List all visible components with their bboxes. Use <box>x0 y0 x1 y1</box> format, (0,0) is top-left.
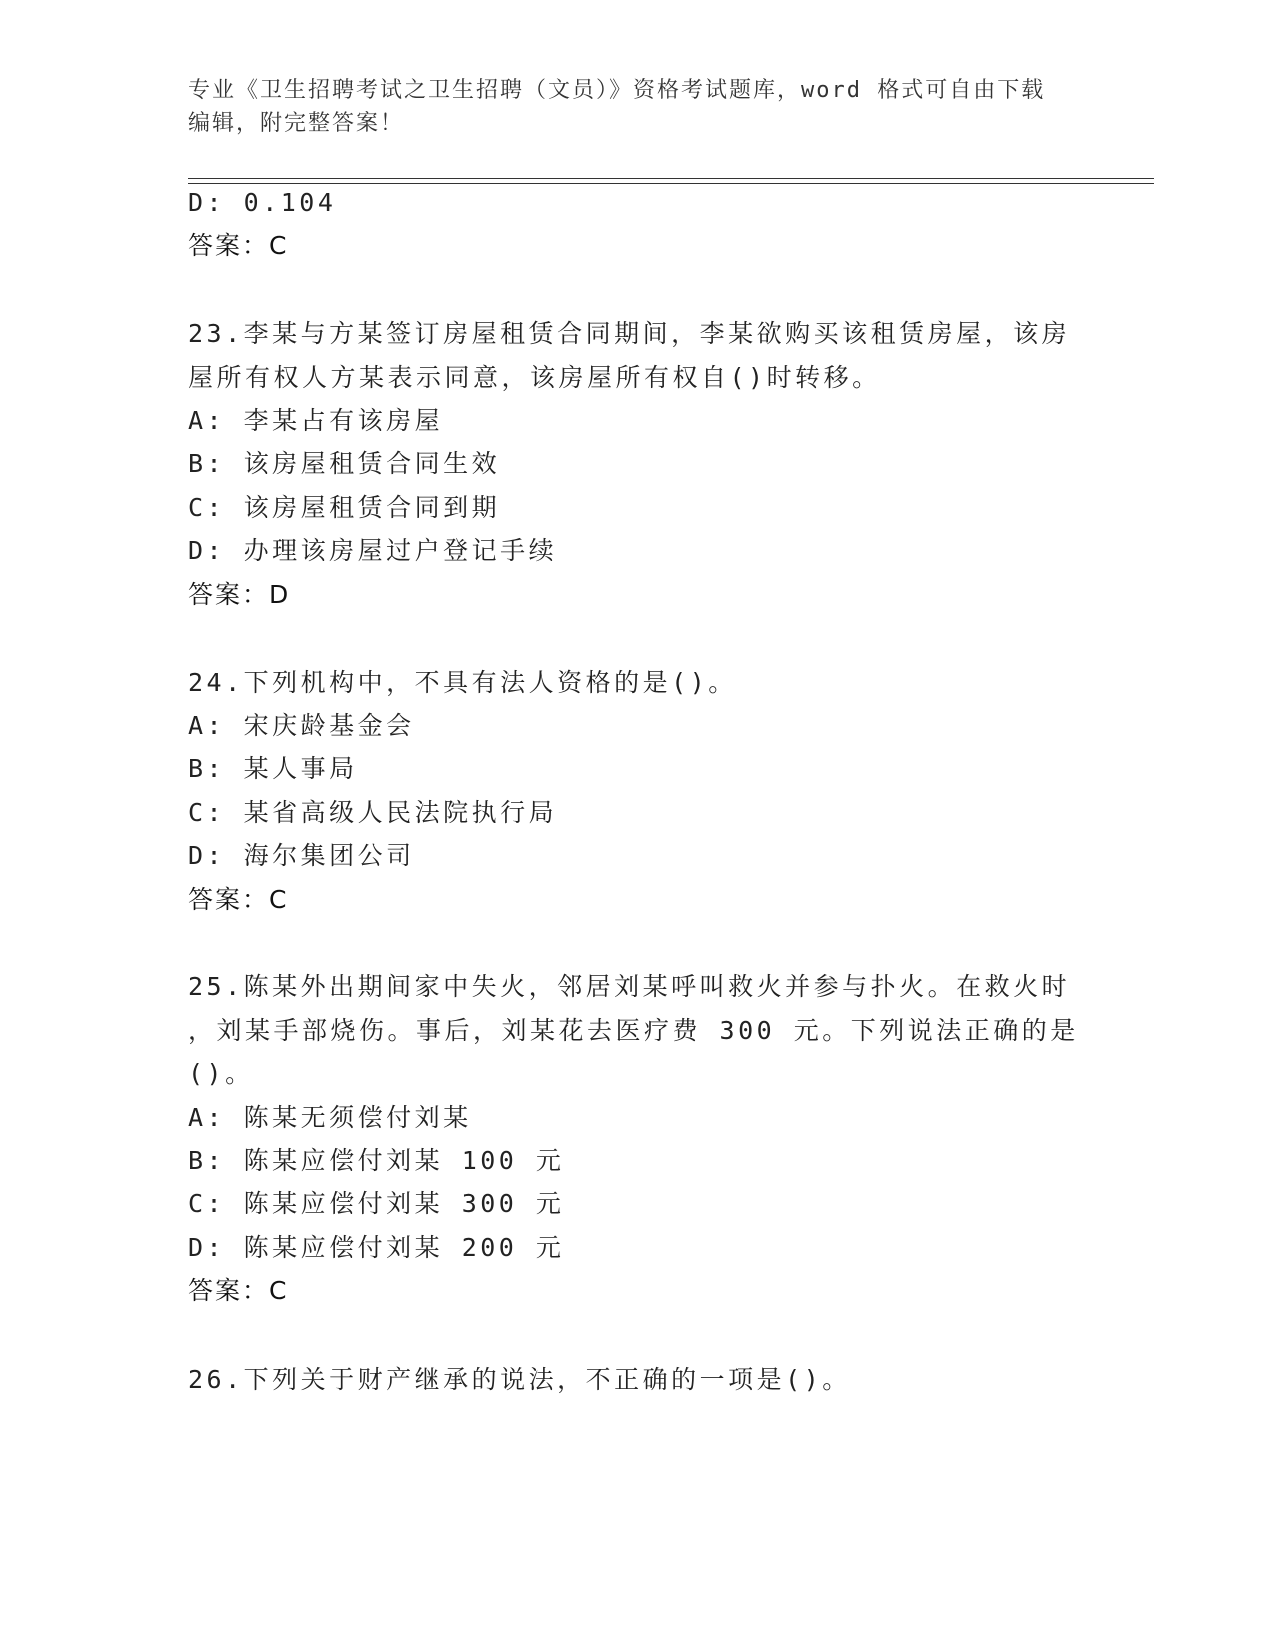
q23-option-a: A: 李某占有该房屋 <box>188 406 444 435</box>
q25-option-d: D: 陈某应偿付刘某 200 元 <box>188 1233 565 1262</box>
header-divider-top <box>188 178 1154 179</box>
header-line-2: 编辑，附完整答案！ <box>188 111 405 136</box>
q25-stem-line-3: ()。 <box>188 1059 254 1088</box>
q23-answer: 答案：D <box>188 580 291 609</box>
q25-option-b: B: 陈某应偿付刘某 100 元 <box>188 1146 565 1175</box>
q25-stem-line-1: 25.陈某外出期间家中失火，邻居刘某呼叫救火并参与扑火。在救火时 <box>188 972 1071 1001</box>
q24-option-a: A: 宋庆龄基金会 <box>188 711 415 740</box>
q26-stem-line-1: 26.下列关于财产继承的说法，不正确的一项是()。 <box>188 1365 851 1394</box>
q24-option-d: D: 海尔集团公司 <box>188 841 415 870</box>
q23-stem-line-1: 23.李某与方某签订房屋租赁合同期间，李某欲购买该租赁房屋，该房 <box>188 319 1071 348</box>
prev-answer: 答案：C <box>188 231 289 260</box>
q23-option-b: B: 该房屋租赁合同生效 <box>188 449 501 478</box>
header-divider-bottom <box>188 183 1154 184</box>
header-line-1: 专业《卫生招聘考试之卫生招聘（文员）》资格考试题库，word 格式可自由下载 <box>188 78 1046 103</box>
q25-stem-line-2: ，刘某手部烧伤。事后，刘某花去医疗费 300 元。下列说法正确的是 <box>188 1016 1079 1045</box>
q24-option-b: B: 某人事局 <box>188 754 358 783</box>
q24-answer: 答案：C <box>188 885 289 914</box>
q24-option-c: C: 某省高级人民法院执行局 <box>188 798 558 827</box>
q25-option-a: A: 陈某无须偿付刘某 <box>188 1103 472 1132</box>
q23-stem-line-2: 屋所有权人方某表示同意，该房屋所有权自()时转移。 <box>188 363 881 392</box>
prev-option-d: D: 0.104 <box>188 188 337 217</box>
q25-answer: 答案：C <box>188 1276 289 1305</box>
q23-option-c: C: 该房屋租赁合同到期 <box>188 493 501 522</box>
q25-option-c: C: 陈某应偿付刘某 300 元 <box>188 1189 565 1218</box>
q23-option-d: D: 办理该房屋过户登记手续 <box>188 536 558 565</box>
q24-stem-line-1: 24.下列机构中，不具有法人资格的是()。 <box>188 668 737 697</box>
document-header <box>188 74 1088 140</box>
